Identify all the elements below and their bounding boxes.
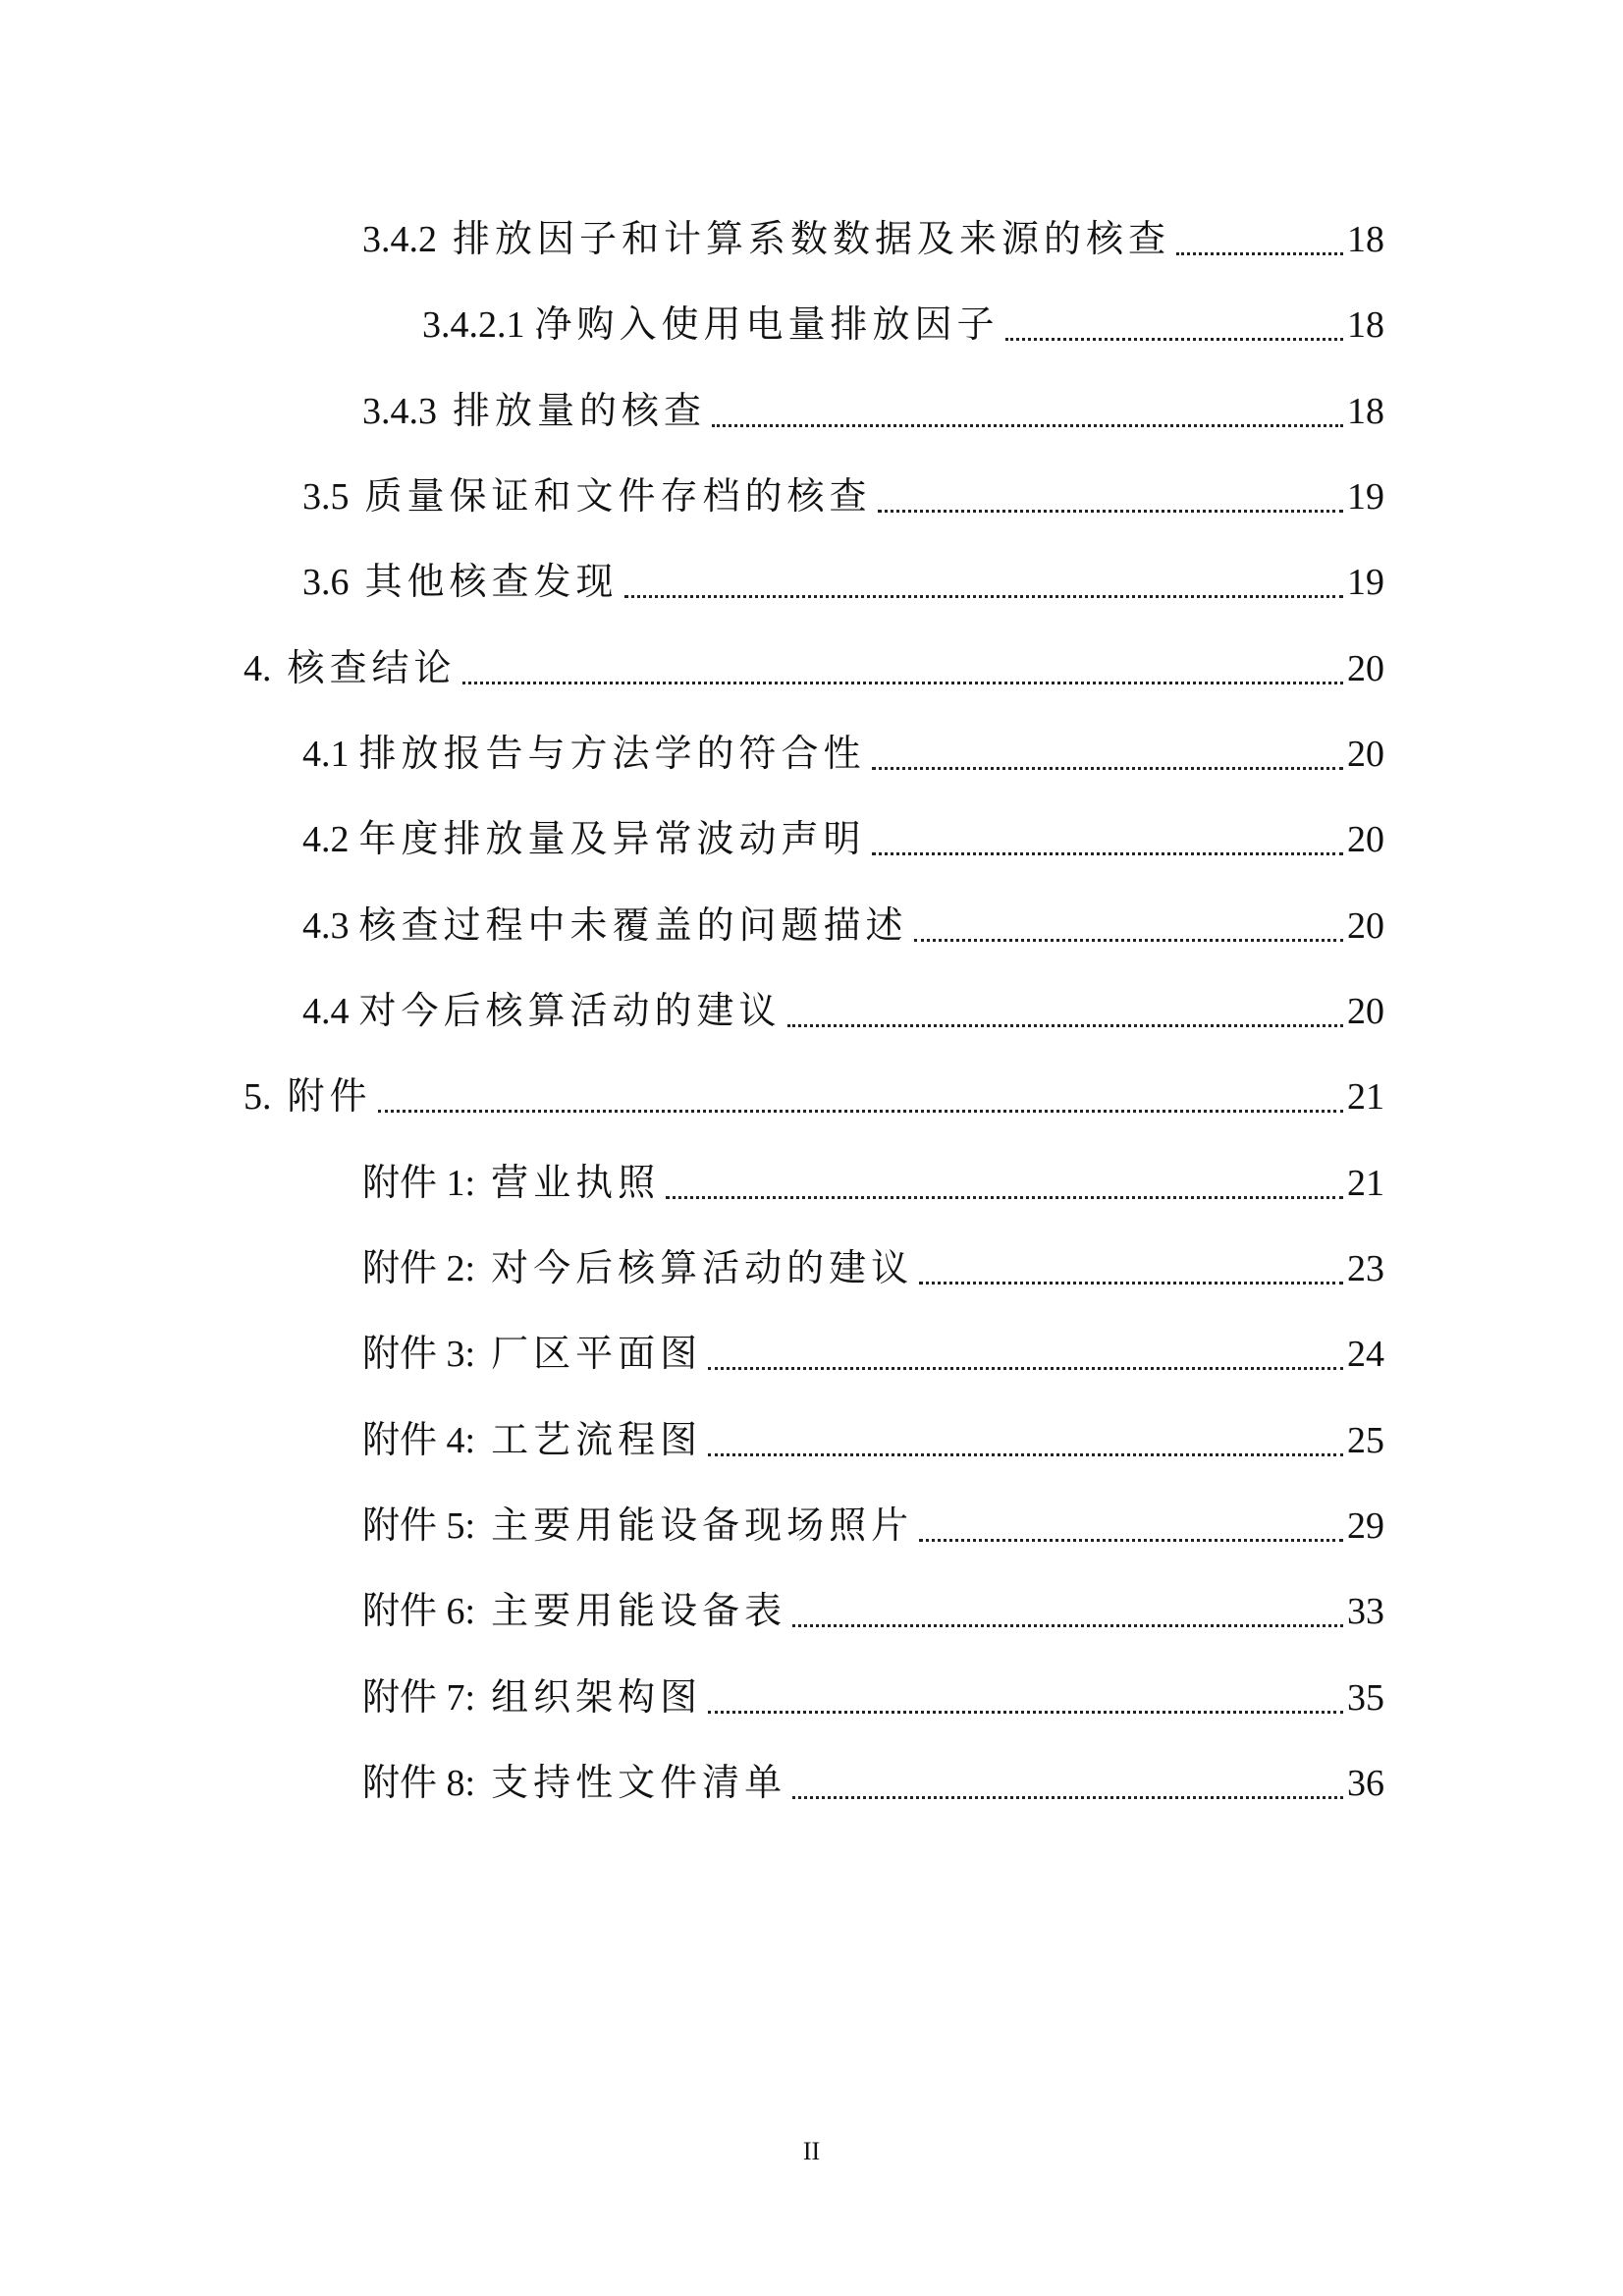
toc-entry-page: 19 — [1347, 562, 1384, 603]
toc-entry-title: 对今后核算活动的建议 — [491, 1248, 914, 1289]
toc-dot-leader — [792, 1623, 1343, 1627]
toc-entry-4-4[interactable] — [302, 982, 1384, 1041]
toc-entry-page: 18 — [1347, 304, 1384, 346]
toc-entry-appendix-6[interactable] — [362, 1582, 1384, 1641]
toc-entry-3-5[interactable] — [302, 467, 1384, 526]
toc-dot-leader — [914, 938, 1343, 942]
toc-entry-appendix-7[interactable] — [362, 1668, 1384, 1727]
toc-entry-number: 4.1 — [302, 734, 350, 775]
toc-dot-leader — [919, 1538, 1343, 1542]
toc-entry-page: 18 — [1347, 219, 1384, 260]
toc-dot-leader — [708, 1366, 1343, 1370]
toc-entry-page: 35 — [1347, 1677, 1384, 1719]
toc-entry-page: 20 — [1347, 648, 1384, 689]
toc-dot-leader — [1176, 251, 1343, 255]
toc-entry-title: 主要用能设备现场照片 — [491, 1505, 914, 1547]
toc-entry-title: 厂区平面图 — [491, 1334, 703, 1375]
toc-entry-number: 3.4.2.1 — [422, 304, 525, 346]
toc-entry-appendix-8[interactable] — [362, 1754, 1384, 1813]
toc-entry-number: 5. — [243, 1076, 272, 1118]
toc-entry-page: 20 — [1347, 905, 1384, 947]
toc-entry-page: 36 — [1347, 1763, 1384, 1804]
toc-entry-number: 附件 6: — [362, 1591, 476, 1632]
toc-entry-title: 附件 — [287, 1076, 372, 1118]
toc-entry-appendix-4[interactable] — [362, 1411, 1384, 1470]
toc-entry-appendix-3[interactable] — [362, 1325, 1384, 1384]
toc-entry-number: 附件 3: — [362, 1334, 476, 1375]
toc-entry-page: 23 — [1347, 1248, 1384, 1289]
toc-dot-leader — [624, 594, 1343, 598]
toc-entry-title: 组织架构图 — [491, 1677, 703, 1719]
toc-entry-number: 附件 4: — [362, 1420, 476, 1461]
toc-entry-3-4-3[interactable] — [362, 382, 1384, 441]
toc-entry-4[interactable] — [243, 639, 1384, 698]
toc-entry-appendix-5[interactable] — [362, 1497, 1384, 1556]
toc-dot-leader — [787, 1023, 1343, 1027]
toc-entry-number: 3.5 — [302, 476, 350, 518]
toc-entry-page: 20 — [1347, 734, 1384, 775]
toc-entry-number: 3.6 — [302, 562, 350, 603]
toc-entry-4-2[interactable] — [302, 810, 1384, 869]
toc-entry-3-4-2-1[interactable] — [422, 296, 1384, 355]
toc-entry-title: 核查结论 — [287, 648, 457, 689]
toc-entry-page: 21 — [1347, 1163, 1384, 1204]
toc-entry-number: 4.2 — [302, 819, 350, 860]
toc-entry-number: 3.4.3 — [362, 391, 437, 432]
toc-entry-number: 附件 2: — [362, 1248, 476, 1289]
toc-dot-leader — [872, 851, 1343, 855]
toc-entry-4-3[interactable] — [302, 897, 1384, 956]
toc-entry-title: 排放因子和计算系数数据及来源的核查 — [453, 219, 1171, 260]
toc-entry-appendix-2[interactable] — [362, 1239, 1384, 1298]
toc-entry-page: 18 — [1347, 391, 1384, 432]
toc-entry-number: 附件 7: — [362, 1677, 476, 1719]
toc-entry-title: 质量保证和文件存档的核查 — [364, 476, 872, 518]
toc-entry-3-6[interactable] — [302, 553, 1384, 612]
toc-entry-title: 对今后核算活动的建议 — [358, 991, 782, 1032]
toc-entry-4-1[interactable] — [302, 725, 1384, 784]
toc-entry-number: 附件 8: — [362, 1763, 476, 1804]
toc-entry-title: 净购入使用电量排放因子 — [534, 304, 1000, 346]
toc-entry-page: 21 — [1347, 1076, 1384, 1118]
toc-entry-number: 4.3 — [302, 905, 350, 947]
toc-dot-leader — [712, 423, 1343, 427]
toc-dot-leader — [1005, 337, 1343, 341]
toc-dot-leader — [878, 509, 1343, 513]
toc-entry-title: 主要用能设备表 — [491, 1591, 787, 1632]
toc-entry-appendix-1[interactable] — [362, 1154, 1384, 1213]
toc-dot-leader — [708, 1452, 1343, 1456]
toc-dot-leader — [666, 1195, 1343, 1199]
toc-entry-title: 排放报告与方法学的符合性 — [358, 734, 866, 775]
toc-entry-page: 20 — [1347, 991, 1384, 1032]
toc-entry-3-4-2[interactable] — [362, 210, 1384, 269]
toc-dot-leader — [792, 1795, 1343, 1799]
toc-entry-page: 24 — [1347, 1334, 1384, 1375]
toc-dot-leader — [378, 1109, 1343, 1113]
toc-entry-title: 排放量的核查 — [453, 391, 707, 432]
toc-entry-title: 年度排放量及异常波动声明 — [358, 819, 866, 860]
toc-dot-leader — [919, 1281, 1343, 1285]
toc-entry-page: 29 — [1347, 1505, 1384, 1547]
toc-entry-page: 33 — [1347, 1591, 1384, 1632]
toc-entry-title: 工艺流程图 — [491, 1420, 703, 1461]
toc-entry-page: 25 — [1347, 1420, 1384, 1461]
toc-entry-page: 20 — [1347, 819, 1384, 860]
page-number: II — [802, 2137, 821, 2165]
toc-entry-number: 附件 5: — [362, 1505, 476, 1547]
toc-entry-title: 营业执照 — [491, 1163, 661, 1204]
toc-entry-number: 4. — [243, 648, 272, 689]
toc-entry-number: 4.4 — [302, 991, 350, 1032]
toc-entry-title: 核查过程中未覆盖的问题描述 — [358, 905, 908, 947]
toc-entry-5[interactable] — [243, 1067, 1384, 1126]
toc-entry-title: 其他核查发现 — [364, 562, 619, 603]
toc-entry-number: 附件 1: — [362, 1163, 476, 1204]
toc-entry-number: 3.4.2 — [362, 219, 437, 260]
toc-entry-page: 19 — [1347, 476, 1384, 518]
toc-dot-leader — [462, 681, 1343, 684]
toc-dot-leader — [872, 766, 1343, 770]
toc-entry-title: 支持性文件清单 — [491, 1763, 787, 1804]
toc-dot-leader — [708, 1710, 1343, 1714]
